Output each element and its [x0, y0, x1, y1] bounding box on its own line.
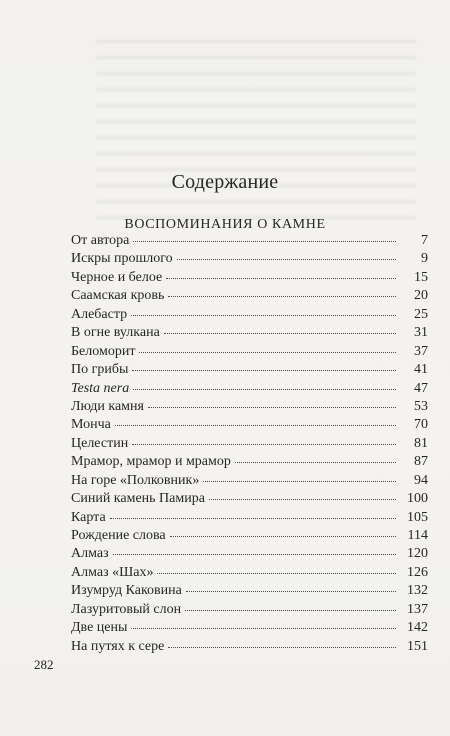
toc-entry-title: Целестин	[71, 435, 129, 451]
toc-entry-page: 7	[421, 233, 428, 248]
toc-entry-page: 114	[407, 528, 428, 543]
toc-entry-page: 87	[414, 454, 428, 470]
dot-leader	[132, 369, 396, 371]
dot-leader	[131, 627, 396, 629]
toc-entry-title: Мрамор, мрамор и мрамор	[71, 454, 231, 470]
dot-leader	[185, 609, 396, 611]
toc-entry-page: 137	[407, 601, 428, 617]
toc-entry	[71, 416, 428, 434]
table-of-contents	[71, 232, 428, 656]
toc-entry-page: 15	[414, 269, 428, 285]
toc-entry	[71, 509, 428, 527]
toc-entry	[71, 545, 428, 563]
toc-entry-title: В огне вулкана	[71, 325, 160, 341]
toc-entry-title: От автора	[71, 233, 130, 248]
toc-entry-page: 53	[414, 398, 428, 414]
toc-entry	[71, 527, 428, 545]
dot-leader	[177, 258, 396, 260]
toc-entry	[71, 269, 428, 287]
toc-entry-title: Изумруд Каковина	[71, 583, 182, 599]
toc-entry	[71, 564, 428, 582]
toc-entry-page: 9	[421, 251, 428, 267]
toc-entry-page: 132	[407, 583, 428, 599]
toc-entry-title: Лазуритовый слон	[71, 601, 182, 617]
dot-leader	[113, 553, 396, 555]
toc-entry-page: 47	[414, 380, 428, 396]
toc-entry-title: По грибы	[71, 362, 129, 378]
dot-leader	[110, 517, 396, 519]
toc-entry	[71, 361, 428, 379]
toc-entry-page: 151	[407, 638, 428, 654]
dot-leader	[168, 646, 396, 648]
toc-entry-title: Карта	[71, 509, 106, 525]
dot-leader	[170, 535, 396, 537]
toc-entry-page: 37	[414, 343, 428, 359]
contents-heading: Содержание	[171, 171, 279, 193]
toc-entry	[71, 472, 428, 490]
toc-entry	[71, 601, 428, 619]
dot-leader	[115, 424, 396, 426]
dot-leader	[235, 461, 396, 463]
page-number: 282	[34, 657, 54, 672]
toc-entry-title: Testa nera	[71, 380, 130, 396]
dot-leader	[148, 406, 396, 408]
toc-entry	[71, 324, 428, 342]
toc-entry-page: 105	[407, 509, 428, 525]
toc-entry-title: Люди камня	[71, 398, 144, 414]
toc-entry-page: 31	[414, 325, 428, 341]
dot-leader	[133, 388, 396, 390]
toc-entry	[71, 398, 428, 416]
toc-entry-page: 70	[414, 417, 428, 433]
toc-entry-page: 120	[407, 546, 428, 562]
toc-entry-page: 20	[414, 288, 428, 304]
dot-leader	[203, 480, 396, 482]
show-through-text	[96, 40, 416, 230]
toc-entry-title: На горе «Полковник»	[71, 472, 200, 488]
dot-leader	[166, 277, 396, 279]
toc-entry	[71, 453, 428, 471]
toc-entry	[71, 232, 428, 250]
toc-entry-title: Искры прошлого	[71, 251, 173, 267]
toc-entry-title: Алмаз	[71, 546, 109, 562]
dot-leader	[209, 498, 396, 500]
toc-entry-title: Монча	[71, 417, 111, 433]
toc-entry-page: 25	[414, 306, 428, 322]
toc-entry-page: 126	[407, 564, 428, 580]
dot-leader	[164, 332, 396, 334]
dot-leader	[131, 314, 396, 316]
toc-entry	[71, 343, 428, 361]
dot-leader	[132, 443, 396, 445]
section-title: ВОСПОМИНАНИЯ О КАМНЕ	[124, 217, 326, 232]
dot-leader	[157, 572, 396, 574]
toc-entry-title: Синий камень Памира	[71, 491, 205, 507]
toc-entry-title: Саамская кровь	[71, 288, 165, 304]
toc-entry	[71, 582, 428, 600]
toc-entry	[71, 435, 428, 453]
toc-entry	[71, 619, 428, 637]
toc-entry-page: 94	[414, 472, 428, 488]
toc-entry-title: Две цены	[71, 620, 128, 636]
toc-entry-title: Черное и белое	[71, 269, 163, 285]
toc-entry	[71, 380, 428, 398]
toc-entry	[71, 250, 428, 268]
toc-entry-title: Рождение слова	[71, 528, 166, 543]
toc-entry-title: Беломорит	[71, 343, 136, 359]
toc-entry-page: 81	[414, 435, 428, 451]
toc-entry	[71, 638, 428, 656]
dot-leader	[133, 240, 396, 242]
dot-leader	[168, 295, 396, 297]
toc-entry-title: Алебастр	[71, 306, 128, 322]
dot-leader	[186, 590, 396, 592]
dot-leader	[139, 351, 396, 353]
toc-entry-page: 142	[407, 620, 428, 636]
toc-entry-title: На путях к сере	[71, 638, 165, 654]
toc-entry-page: 41	[414, 362, 428, 378]
toc-entry	[71, 306, 428, 324]
toc-entry-title: Алмаз «Шах»	[71, 564, 154, 580]
toc-entry	[71, 490, 428, 508]
toc-entry	[71, 287, 428, 305]
toc-entry-page: 100	[407, 491, 428, 507]
